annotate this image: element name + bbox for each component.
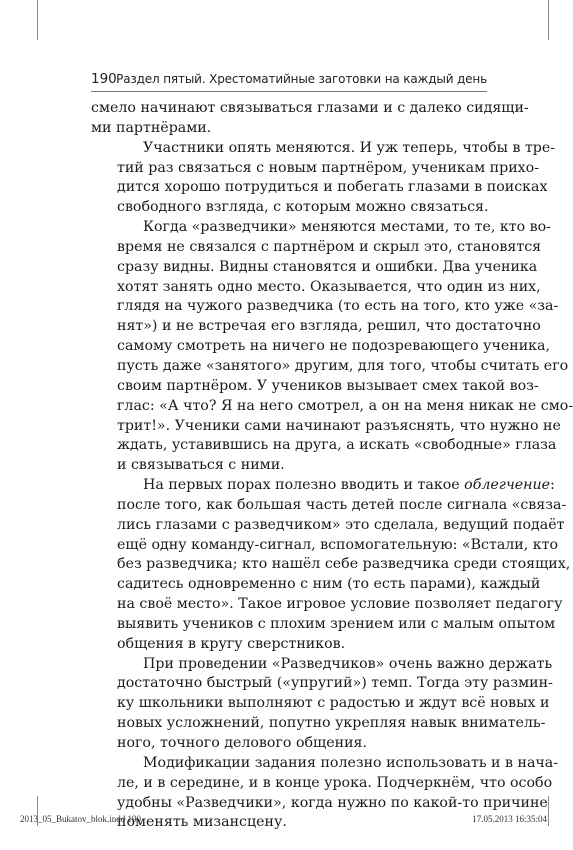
- text-line: сразу видны. Видны становятся и ошибки. Два ученика: [117, 258, 538, 275]
- text-line: садитесь одновременно с ним (то есть парами), каждый: [117, 576, 541, 593]
- text-line: достаточно быстрый («упругий») темп. Тогда эту размин-: [117, 675, 553, 692]
- paragraph: [91, 99, 529, 139]
- text-line: ку школьники выполняют с радостью и ждут всё новых и: [117, 695, 550, 712]
- text-line: ле, и в середине, и в конце урока. Подчеркнём, что особо: [117, 774, 553, 791]
- text-line: на своё место». Такое игровое условие позволяет педагогу: [117, 596, 563, 613]
- text-line: Участники опять меняются. И уж теперь, чтобы в тре-: [143, 139, 556, 156]
- text-line: Когда «разведчики» меняются местами, то те, кто во-: [143, 219, 551, 236]
- crop-mark-top-right: [548, 0, 549, 40]
- text-line: хотят занять одно место. Оказывается, что один из них,: [117, 278, 541, 295]
- text-line: дится хорошо потрудиться и побегать глазами в поисках: [117, 179, 548, 196]
- crop-mark-top-left: [37, 0, 38, 40]
- footer-file-info: 2013_05_Bukatov_blok.indd 190: [20, 814, 141, 824]
- text-line: выявить учеников с плохим зрением или с малым опытом: [117, 615, 556, 632]
- text-line: глас: «А что? Я на него смотрел, а он на меня никак не смо-: [117, 397, 573, 414]
- text-line: ещё одну команду-сигнал, вспомогательную: «Встали, кто: [117, 536, 559, 553]
- running-head: Раздел пятый. Хрестоматийные заготовки на каждый день: [116, 72, 487, 86]
- text-line: пусть даже «занятого» другим, для того, чтобы считать его: [117, 357, 569, 374]
- text-line: ждать, уставившись на друга, а искать «свободные» глаза: [117, 437, 557, 454]
- text-line: и связываться с ними.: [117, 457, 285, 474]
- paragraph: [91, 655, 553, 754]
- text-line: лись глазами с разведчиком» это сделала, ведущий подаёт: [117, 516, 565, 533]
- text-line: свободного взгляда, с которым можно связаться.: [117, 199, 489, 216]
- text-line: При проведении «Разведчиков» очень важно держать: [143, 655, 553, 672]
- paragraph: [91, 218, 573, 476]
- header-rule: [91, 91, 487, 92]
- page-number: 190: [91, 71, 117, 87]
- text-line: Модификации задания полезно использовать и в нача-: [143, 754, 559, 771]
- emphasis: облегчение: [464, 477, 551, 494]
- text-line: ного, точного делового общения.: [117, 735, 367, 751]
- text-line: удобны «Разведчики», когда нужно по какой-то причине: [117, 794, 548, 811]
- paragraph: [91, 139, 556, 218]
- text-line: общения в кругу сверстников.: [117, 635, 346, 652]
- text-line: время не связался с партнёром и скрыл это, становятся: [117, 238, 542, 255]
- text-line: тий раз связаться с новым партнёром, ученикам прихо-: [117, 159, 540, 176]
- footer-timestamp: 17.05.2013 16:35:04: [472, 814, 547, 824]
- page-header: [91, 71, 487, 93]
- text-line: ми партнёрами.: [91, 119, 212, 136]
- text-line: трит!». Ученики сами начинают разъяснять, что нужно не: [117, 417, 561, 434]
- text-line: новых усложнений, попутно укрепляя навык вниматель-: [117, 715, 546, 732]
- text-line: На первых порах полезно вводить и такое облегчение:: [143, 477, 555, 494]
- text-line: самому смотреть на ничего не подозревающего ученика,: [117, 338, 550, 355]
- text-line: нят») и не встречая его взгляда, решил, что достаточно: [117, 318, 541, 335]
- text-line: без разведчика; кто нашёл себе разведчика среди стоящих,: [117, 556, 571, 573]
- text-line: своим партнёром. У учеников вызывает смех такой воз-: [117, 377, 539, 394]
- text-line: после того, как большая часть детей после сигнала «связа-: [117, 496, 567, 513]
- text-line: поменять мизансцену.: [117, 814, 287, 831]
- paragraph: [91, 476, 571, 655]
- text-line: смело начинают связываться глазами и с далеко сидящи-: [91, 100, 529, 116]
- text-line: глядя на чужого разведчика (то есть на того, кто уже «за-: [117, 298, 559, 315]
- crop-mark-bottom-right: [548, 796, 549, 826]
